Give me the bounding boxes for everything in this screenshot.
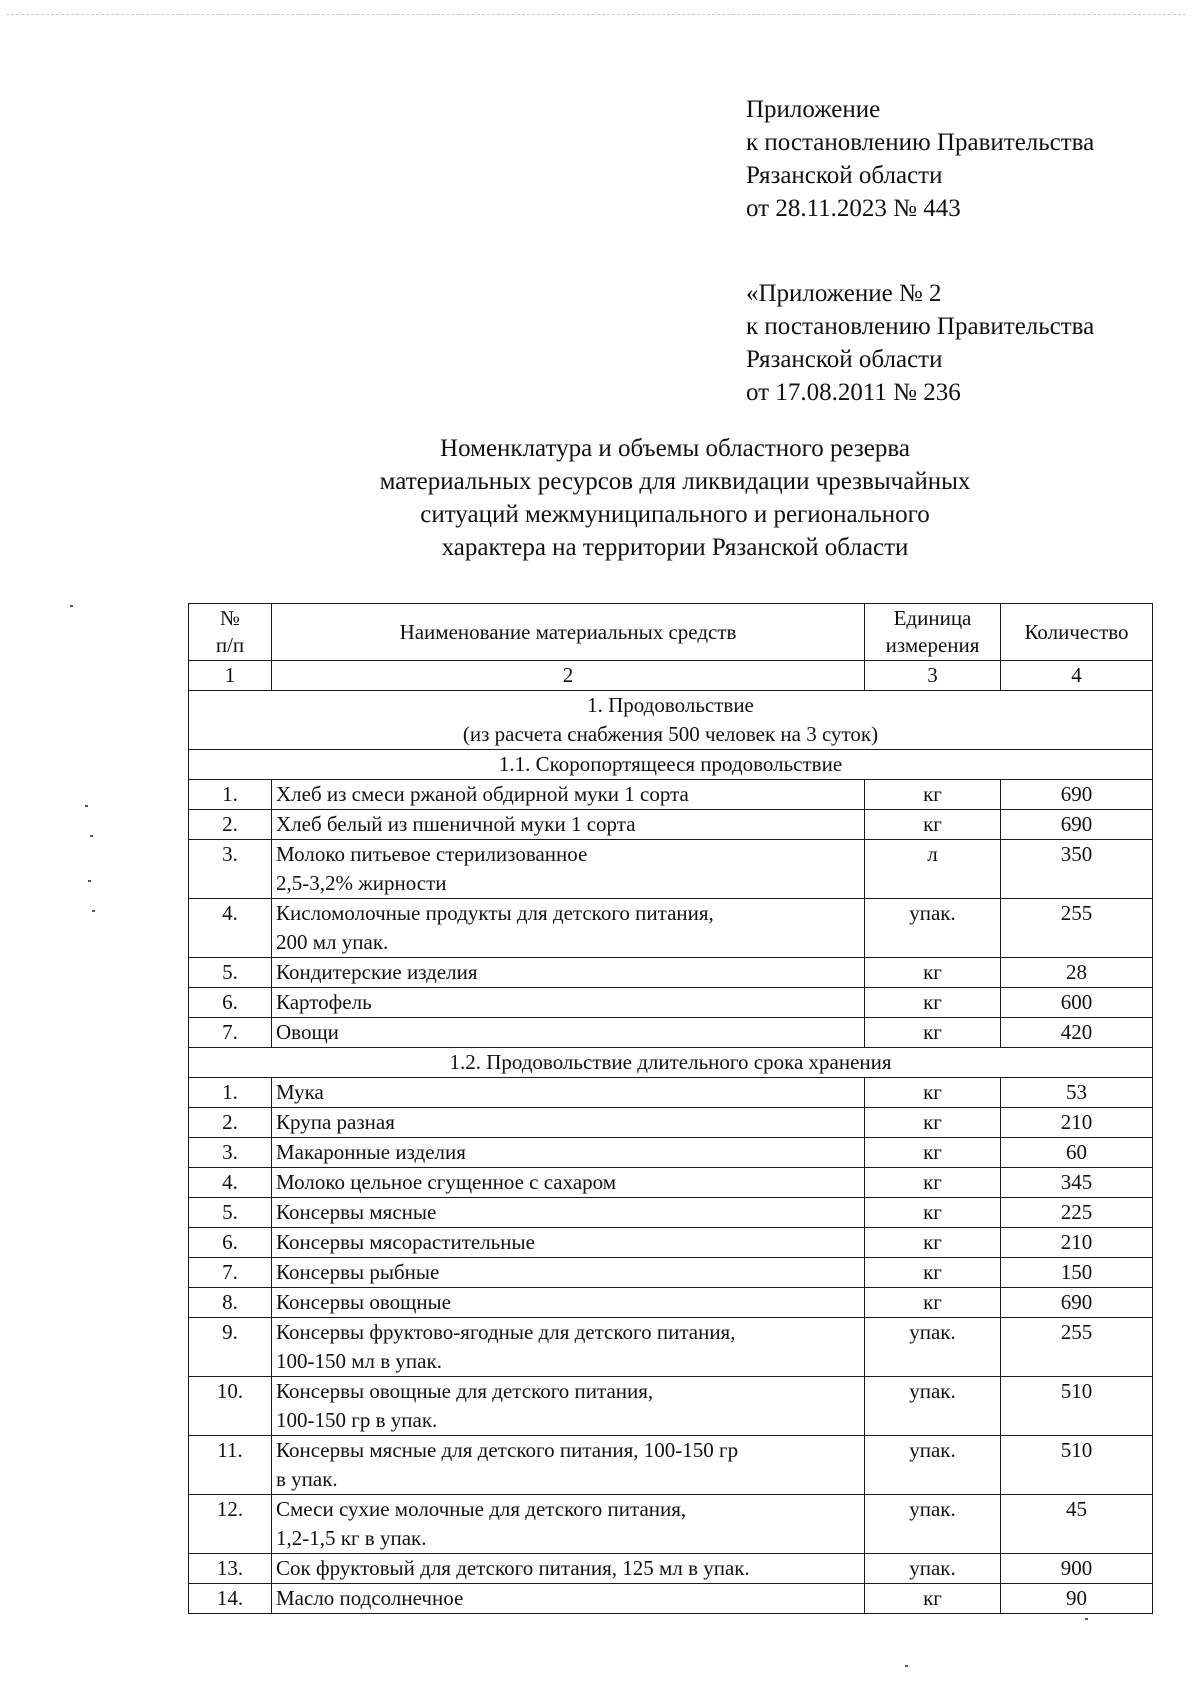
row-unit: упак. [865,1495,1001,1554]
row-unit: л [865,840,1001,899]
row-name-line: 100-150 мл в упак. [276,1349,442,1373]
row-unit: кг [865,1258,1001,1288]
document-title [180,432,1170,564]
row-name-line: 200 мл упак. [276,930,389,954]
subsection-title: 1.2. Продовольствие длительного срока хранения [189,1048,1153,1078]
resources-table [188,603,1153,1614]
header-name: Наименование материальных средств [272,604,865,661]
scan-edge-noise [6,14,1186,19]
title-line: ситуаций межмуниципального и регионального [420,501,930,528]
row-quantity: 510 [1001,1377,1153,1436]
row-name-line: Консервы мясорастительные [276,1230,535,1254]
row-number: 6. [189,988,272,1018]
row-name [272,899,865,958]
table-row [189,1018,1153,1048]
row-quantity: 690 [1001,780,1153,810]
row-quantity: 900 [1001,1554,1153,1584]
table-row [189,1436,1153,1495]
row-name [272,810,865,840]
row-number: 5. [189,1198,272,1228]
row-unit: кг [865,780,1001,810]
appendix-line: к постановлению Правительства [746,313,1095,340]
row-name [272,1258,865,1288]
scan-speck [92,910,95,912]
header-unit-line: Единица [893,606,972,630]
row-quantity: 225 [1001,1198,1153,1228]
header-num [189,604,272,661]
row-name [272,1228,865,1258]
row-name-line: Молоко цельное сгущенное с сахаром [276,1170,617,1194]
table-row [189,780,1153,810]
appendix-line: от 17.08.2011 № 236 [746,379,961,406]
table-header-row [189,604,1153,661]
title-line: Номенклатура и объемы областного резерва [440,435,910,462]
appendix-line: Рязанской области [746,162,943,189]
row-quantity: 690 [1001,1288,1153,1318]
scan-speck [70,605,73,607]
title-line: материальных ресурсов для ликвидации чрезвычайных [379,468,971,495]
row-name-line: Кондитерские изделия [276,960,478,984]
section-title-line: 1. Продовольствие [587,693,754,717]
row-quantity: 420 [1001,1018,1153,1048]
row-number: 1. [189,1078,272,1108]
row-unit: кг [865,1168,1001,1198]
row-name [272,1436,865,1495]
row-quantity: 255 [1001,899,1153,958]
row-quantity: 150 [1001,1258,1153,1288]
row-name-line: Консервы рыбные [276,1260,440,1284]
row-name [272,1495,865,1554]
row-unit: кг [865,1584,1001,1614]
header-unit-line: измерения [885,633,980,657]
row-name [272,1288,865,1318]
row-quantity: 350 [1001,840,1153,899]
row-quantity: 255 [1001,1318,1153,1377]
row-name-line: Хлеб белый из пшеничной муки 1 сорта [276,812,636,836]
table-row [189,1078,1153,1108]
table-row [189,1228,1153,1258]
section-title [189,691,1153,750]
row-unit: кг [865,1288,1001,1318]
row-unit: упак. [865,899,1001,958]
row-quantity: 600 [1001,988,1153,1018]
row-name [272,1078,865,1108]
row-unit: кг [865,1138,1001,1168]
table-row [189,1198,1153,1228]
scan-speck [88,880,91,882]
row-number: 11. [189,1436,272,1495]
row-unit: кг [865,1108,1001,1138]
row-name-line: Сок фруктовый для детского питания, 125 мл в упак. [276,1556,750,1580]
table-row [189,840,1153,899]
row-number: 2. [189,810,272,840]
quoted-appendix-header [746,277,1186,409]
row-quantity: 90 [1001,1584,1153,1614]
row-unit: упак. [865,1436,1001,1495]
table-row [189,1168,1153,1198]
row-quantity: 28 [1001,958,1153,988]
row-name-line: Консервы овощные для детского питания, [276,1379,654,1403]
row-number: 3. [189,1138,272,1168]
table-row [189,1288,1153,1318]
row-name [272,1584,865,1614]
row-quantity: 210 [1001,1228,1153,1258]
table-row [189,1377,1153,1436]
title-line: характера на территории Рязанской области [441,534,909,561]
row-name-line: Консервы мясные [276,1200,437,1224]
row-number: 6. [189,1228,272,1258]
row-number: 7. [189,1018,272,1048]
row-name [272,780,865,810]
row-name-line: 2,5-3,2% жирности [276,871,447,895]
subsection-row [189,1048,1153,1078]
row-name [272,1198,865,1228]
appendix-line: к постановлению Правительства [746,129,1095,156]
row-number: 10. [189,1377,272,1436]
table-row [189,1138,1153,1168]
row-name-line: Молоко питьевое стерилизованное [276,842,588,866]
table-row [189,958,1153,988]
row-name-line: Консервы мясные для детского питания, 100-150 гр [276,1438,739,1462]
scan-speck [905,1665,908,1667]
row-name-line: Крупа разная [276,1110,395,1134]
appendix-line: Рязанской области [746,346,943,373]
row-name-line: 1,2-1,5 кг в упак. [276,1526,427,1550]
row-name [272,958,865,988]
header-qty: Количество [1001,604,1153,661]
row-name [272,988,865,1018]
table-row [189,810,1153,840]
row-name-line: Хлеб из смеси ржаной обдирной муки 1 сорта [276,782,689,806]
row-name [272,1554,865,1584]
row-number: 8. [189,1288,272,1318]
table-row [189,1108,1153,1138]
row-number: 4. [189,1168,272,1198]
row-unit: упак. [865,1318,1001,1377]
appendix-header [746,93,1186,225]
row-number: 13. [189,1554,272,1584]
row-name-line: Макаронные изделия [276,1140,466,1164]
row-unit: упак. [865,1554,1001,1584]
row-name [272,1168,865,1198]
column-index: 2 [272,661,865,691]
appendix-line: от 28.11.2023 № 443 [746,195,961,222]
header-num-line: № [219,606,241,630]
row-quantity: 53 [1001,1078,1153,1108]
table-row [189,988,1153,1018]
row-name-line: Овощи [276,1020,339,1044]
row-number: 1. [189,780,272,810]
table-row [189,1495,1153,1554]
scan-speck [1085,1618,1088,1620]
table-row [189,1258,1153,1288]
row-quantity: 345 [1001,1168,1153,1198]
subsection-row [189,750,1153,780]
column-index: 3 [865,661,1001,691]
row-number: 2. [189,1108,272,1138]
row-name-line: Картофель [276,990,372,1014]
appendix-line: Приложение [746,96,881,123]
row-name-line: в упак. [276,1467,338,1491]
row-name [272,1318,865,1377]
appendix-line: «Приложение № 2 [746,280,942,307]
row-number: 9. [189,1318,272,1377]
row-unit: кг [865,1018,1001,1048]
row-unit: кг [865,810,1001,840]
header-unit [865,604,1001,661]
row-number: 12. [189,1495,272,1554]
column-index: 4 [1001,661,1153,691]
row-number: 5. [189,958,272,988]
row-name-line: Мука [276,1080,324,1104]
header-num-line: п/п [215,633,245,657]
section-row [189,691,1153,750]
row-name-line: Кисломолочные продукты для детского питания, [276,901,714,925]
row-unit: кг [865,988,1001,1018]
row-quantity: 60 [1001,1138,1153,1168]
row-number: 14. [189,1584,272,1614]
row-name [272,1138,865,1168]
column-index-row [189,661,1153,691]
row-name [272,1018,865,1048]
row-quantity: 690 [1001,810,1153,840]
section-title-line: (из расчета снабжения 500 человек на 3 суток) [462,722,879,746]
row-name [272,1377,865,1436]
row-quantity: 210 [1001,1108,1153,1138]
row-number: 3. [189,840,272,899]
row-name-line: Консервы фруктово-ягодные для детского питания, [276,1320,736,1344]
row-unit: кг [865,1078,1001,1108]
row-name-line: Консервы овощные [276,1290,451,1314]
table-row [189,1584,1153,1614]
scan-speck [90,835,93,837]
row-quantity: 45 [1001,1495,1153,1554]
subsection-title: 1.1. Скоропортящееся продовольствие [189,750,1153,780]
table-row [189,899,1153,958]
row-unit: кг [865,958,1001,988]
scan-speck [85,805,88,807]
row-name-line: 100-150 гр в упак. [276,1408,438,1432]
row-unit: упак. [865,1377,1001,1436]
column-index: 1 [189,661,272,691]
row-name-line: Смеси сухие молочные для детского питания, [276,1497,687,1521]
row-unit: кг [865,1228,1001,1258]
row-number: 7. [189,1258,272,1288]
table-row [189,1554,1153,1584]
table-row [189,1318,1153,1377]
row-quantity: 510 [1001,1436,1153,1495]
row-unit: кг [865,1198,1001,1228]
row-name-line: Масло подсолнечное [276,1586,464,1610]
row-name [272,1108,865,1138]
row-name [272,840,865,899]
row-number: 4. [189,899,272,958]
